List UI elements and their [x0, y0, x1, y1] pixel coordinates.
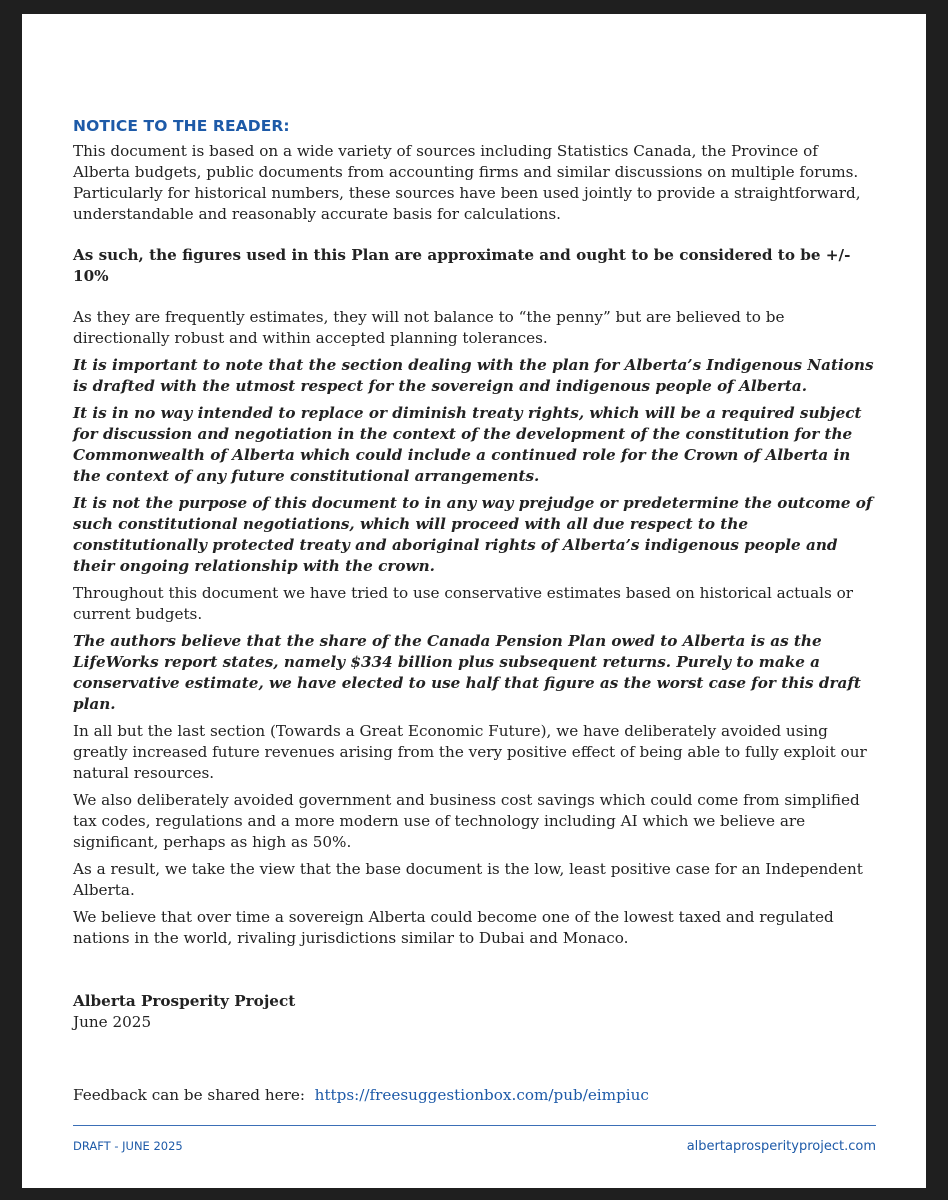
footer-divider: [73, 1125, 876, 1126]
footer-website-link[interactable]: albertaprosperityproject.com: [686, 1139, 876, 1154]
footer-draft-label: DRAFT - JUNE 2025: [73, 1139, 183, 1153]
paragraph-base-case: As a result, we take the view that the base document is the low, least positive case for an Independent Alberta.: [73, 860, 863, 899]
paragraph-revenues: In all but the last section (Towards a Great Economic Future), we have deliberately avoided using greatly increased future revenues arising from the very positive effect of being able to fully exploit our natural resources.: [73, 722, 867, 782]
feedback-label: Feedback can be shared here:: [73, 1086, 305, 1104]
page-footer: [73, 1136, 876, 1157]
signature-date: June 2025: [73, 1013, 152, 1031]
document-page: [22, 14, 926, 1188]
signature-org: Alberta Prosperity Project: [73, 992, 296, 1010]
paragraph-sources: This document is based on a wide variety of sources including Statistics Canada, the Province of Alberta budgets, public documents from accounting firms and similar discussions on multiple forums. Particularly for historical numbers, these sources have been used jointly to provide a straightforward, understandable and reasonably accurate basis for calculations.: [73, 142, 861, 223]
paragraph-conservative-estimates: Throughout this document we have tried to use conservative estimates based on historical actuals or current budgets.: [73, 584, 854, 623]
paragraph-estimates: As they are frequently estimates, they will not balance to “the penny” but are believed to be directionally robust and within accepted planning tolerances.: [73, 308, 785, 347]
paragraph-cpp: The authors believe that the share of the Canada Pension Plan owed to Alberta is as the LifeWorks report states, namely $334 billion plus subsequent returns. Purely to make a conservative estimate, we have elected to use half that figure as the worst case for this draft plan.: [73, 632, 861, 713]
paragraph-cost-savings: We also deliberately avoided government and business cost savings which could come from simplified tax codes, regulations and a more modern use of technology including AI which we believe are significant, perhaps as high as 50%.: [73, 791, 860, 851]
feedback-line: [73, 1085, 876, 1106]
paragraph-treaty-rights: It is in no way intended to replace or diminish treaty rights, which will be a required subject for discussion and negotiation in the context of the development of the constitution for the Commonwealth of Alberta which could include a continued role for the Crown of Alberta in the context of any future constitutional arrangements.: [73, 404, 862, 485]
paragraph-approximation: As such, the figures used in this Plan are approximate and ought to be considered to be +/- 10%: [73, 246, 851, 285]
paragraph-negotiations: It is not the purpose of this document to in any way prejudge or predetermine the outcome of such constitutional negotiations, which will proceed with all due respect to the constitutionally protected treaty and aboriginal rights of Alberta’s indigenous people and their ongoing relationship with the crown.: [73, 494, 873, 575]
feedback-link[interactable]: https://freesuggestionbox.com/pub/eimpiuc: [314, 1086, 649, 1104]
paragraph-sovereign-alberta: We believe that over time a sovereign Alberta could become one of the lowest taxed and regulated nations in the world, rivaling jurisdictions similar to Dubai and Monaco.: [73, 908, 834, 947]
paragraph-indigenous-note: It is important to note that the section dealing with the plan for Alberta’s Indigenous Nations is drafted with the utmost respect for the sovereign and indigenous people of Alberta.: [73, 356, 874, 395]
notice-heading: NOTICE TO THE READER:: [73, 117, 290, 135]
